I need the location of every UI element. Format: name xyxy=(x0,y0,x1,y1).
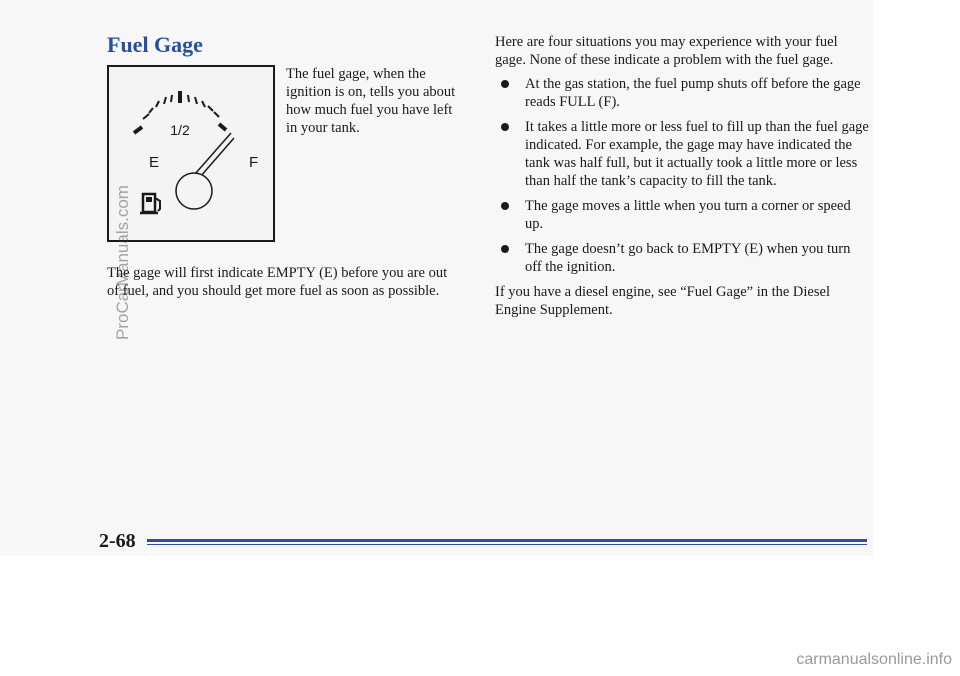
list-item: The gage moves a little when you turn a corner or speed up. xyxy=(495,197,870,233)
list-item: It takes a little more or less fuel to fill up than the fuel gage indicated. For example, the gage may have indicated the tank was half full, but it actually took a little more or less than half the tank’s capacity to fill the tank. xyxy=(495,118,870,190)
page-title: Fuel Gage xyxy=(107,32,203,57)
situations-intro: Here are four situations you may experience with your fuel gage. None of these indicate a problem with the fuel gage. xyxy=(495,34,838,68)
situations-section xyxy=(495,33,870,319)
gauge-pivot-circle xyxy=(176,173,212,209)
bullet-icon xyxy=(501,80,509,88)
footer-rule xyxy=(147,539,867,542)
empty-warning-paragraph: The gage will first indicate EMPTY (E) before you are out of fuel, and you should get more fuel as soon as possible. xyxy=(107,265,448,299)
list-item: At the gas station, the fuel pump shuts off before the gage reads FULL (F). xyxy=(495,75,870,111)
fuel-gauge-dial xyxy=(109,67,273,240)
bullet-icon xyxy=(501,202,509,210)
side-watermark: ProCarManuals.com xyxy=(113,185,132,340)
situations-list xyxy=(495,75,870,276)
page-number: 2-68 xyxy=(99,530,136,552)
fuel-pump-icon xyxy=(140,194,160,213)
gauge-label-full: F xyxy=(249,154,259,171)
bullet-icon xyxy=(501,123,509,131)
bottom-watermark: carmanualsonline.info xyxy=(796,651,952,668)
gauge-label-half: 1/2 xyxy=(170,122,190,138)
gauge-caption: The fuel gage, when the ignition is on, tells you about how much fuel you have left in your tank. xyxy=(286,66,456,136)
gauge-label-empty: E xyxy=(149,154,160,171)
list-item: The gage doesn’t go back to EMPTY (E) when you turn off the ignition. xyxy=(495,240,870,276)
diesel-note: If you have a diesel engine, see “Fuel Gage” in the Diesel Engine Supplement. xyxy=(495,284,830,318)
bullet-icon xyxy=(501,245,509,253)
footer-rule-thin xyxy=(147,544,867,545)
gauge-needle xyxy=(195,133,231,174)
